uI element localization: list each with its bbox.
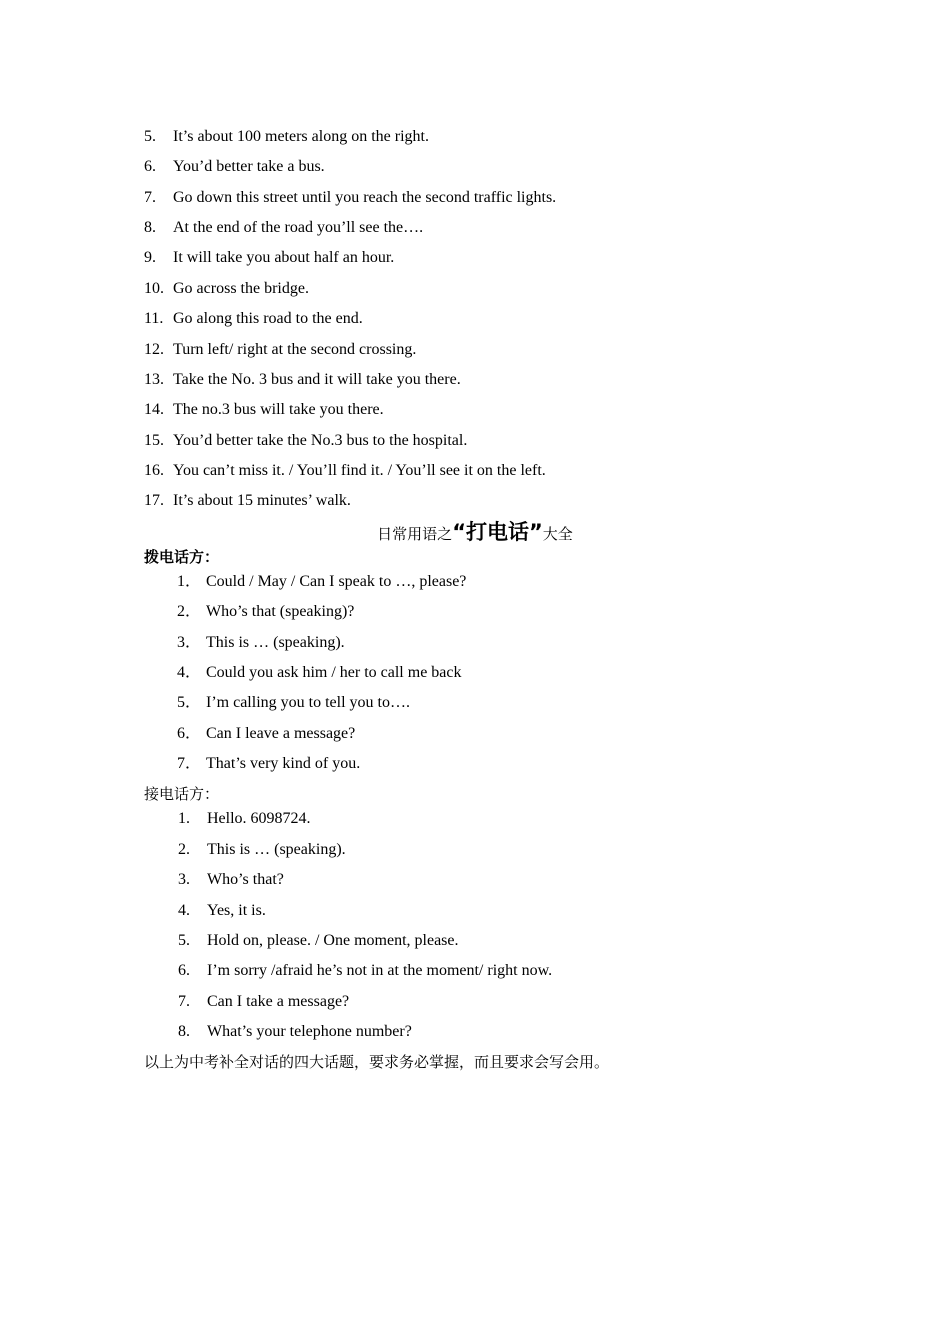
item-text: It will take you about half an hour. bbox=[173, 249, 395, 266]
item-text: It’s about 100 meters along on the right. bbox=[173, 128, 429, 145]
item-number: 2. bbox=[178, 841, 190, 858]
receiver-heading: 接电话方： bbox=[144, 785, 220, 803]
item-text: At the end of the road you’ll see the…. bbox=[173, 219, 424, 236]
item-number: 5. bbox=[144, 128, 156, 145]
item-number: 4． bbox=[177, 664, 202, 681]
item-number: 7. bbox=[144, 189, 156, 206]
item-number: 5． bbox=[177, 694, 202, 711]
item-number: 1． bbox=[177, 573, 202, 590]
item-number: 4. bbox=[178, 902, 190, 919]
item-text: Go down this street until you reach the second traffic lights. bbox=[173, 189, 557, 206]
title-main: “打电话” bbox=[452, 520, 543, 544]
item-number: 11. bbox=[144, 310, 164, 327]
item-text: Who’s that? bbox=[207, 871, 284, 888]
item-text: Take the No. 3 bus and it will take you there. bbox=[173, 371, 461, 388]
item-text: Hold on, please. / One moment, please. bbox=[207, 932, 459, 949]
item-number: 12. bbox=[144, 341, 164, 358]
item-text: Yes, it is. bbox=[207, 902, 266, 919]
item-number: 9. bbox=[144, 249, 156, 266]
item-number: 16. bbox=[144, 462, 164, 479]
item-number: 5. bbox=[178, 932, 190, 949]
phone-section-title bbox=[0, 520, 950, 546]
caller-heading: 拨电话方： bbox=[144, 548, 220, 566]
item-number: 7． bbox=[177, 755, 202, 772]
item-text: Could / May / Can I speak to …, please? bbox=[206, 573, 467, 590]
item-text: The no.3 bus will take you there. bbox=[173, 401, 384, 418]
item-text: Can I leave a message? bbox=[206, 725, 356, 742]
item-number: 3． bbox=[177, 634, 202, 651]
item-number: 6． bbox=[177, 725, 202, 742]
item-number: 13. bbox=[144, 371, 164, 388]
item-number: 6. bbox=[178, 962, 190, 979]
item-number: 6. bbox=[144, 158, 156, 175]
item-number: 17. bbox=[144, 492, 164, 509]
item-text: You’d better take the No.3 bus to the hospital. bbox=[173, 432, 468, 449]
item-text: That’s very kind of you. bbox=[206, 755, 361, 772]
item-text: Could you ask him / her to call me back bbox=[206, 664, 462, 681]
item-text: Go across the bridge. bbox=[173, 280, 309, 297]
item-number: 8. bbox=[178, 1023, 190, 1040]
item-text: Hello. 6098724. bbox=[207, 810, 311, 827]
item-text: This is … (speaking). bbox=[207, 841, 346, 858]
item-number: 7. bbox=[178, 993, 190, 1010]
item-number: 10. bbox=[144, 280, 164, 297]
item-number: 8. bbox=[144, 219, 156, 236]
item-text: I’m calling you to tell you to…. bbox=[206, 694, 410, 711]
item-text: Who’s that (speaking)? bbox=[206, 603, 355, 620]
title-suffix: 大全 bbox=[542, 525, 573, 543]
item-text: You can’t miss it. / You’ll find it. / You’ll see it on the left. bbox=[173, 462, 546, 479]
item-text: Go along this road to the end. bbox=[173, 310, 363, 327]
item-text: What’s your telephone number? bbox=[207, 1023, 412, 1040]
item-number: 3. bbox=[178, 871, 190, 888]
item-text: You’d better take a bus. bbox=[173, 158, 325, 175]
item-text: It’s about 15 minutes’ walk. bbox=[173, 492, 351, 509]
item-text: Turn left/ right at the second crossing. bbox=[173, 341, 417, 358]
item-text: This is … (speaking). bbox=[206, 634, 345, 651]
item-number: 14. bbox=[144, 401, 164, 418]
item-text: I’m sorry /afraid he’s not in at the moment/ right now. bbox=[207, 962, 553, 979]
item-number: 2． bbox=[177, 603, 202, 620]
item-text: Can I take a message? bbox=[207, 993, 350, 1010]
footer-note: 以上为中考补全对话的四大话题，要求务必掌握，而且要求会写会用。 bbox=[144, 1053, 610, 1071]
item-number: 1. bbox=[178, 810, 190, 827]
item-number: 15. bbox=[144, 432, 164, 449]
title-prefix: 日常用语之 bbox=[377, 525, 453, 543]
